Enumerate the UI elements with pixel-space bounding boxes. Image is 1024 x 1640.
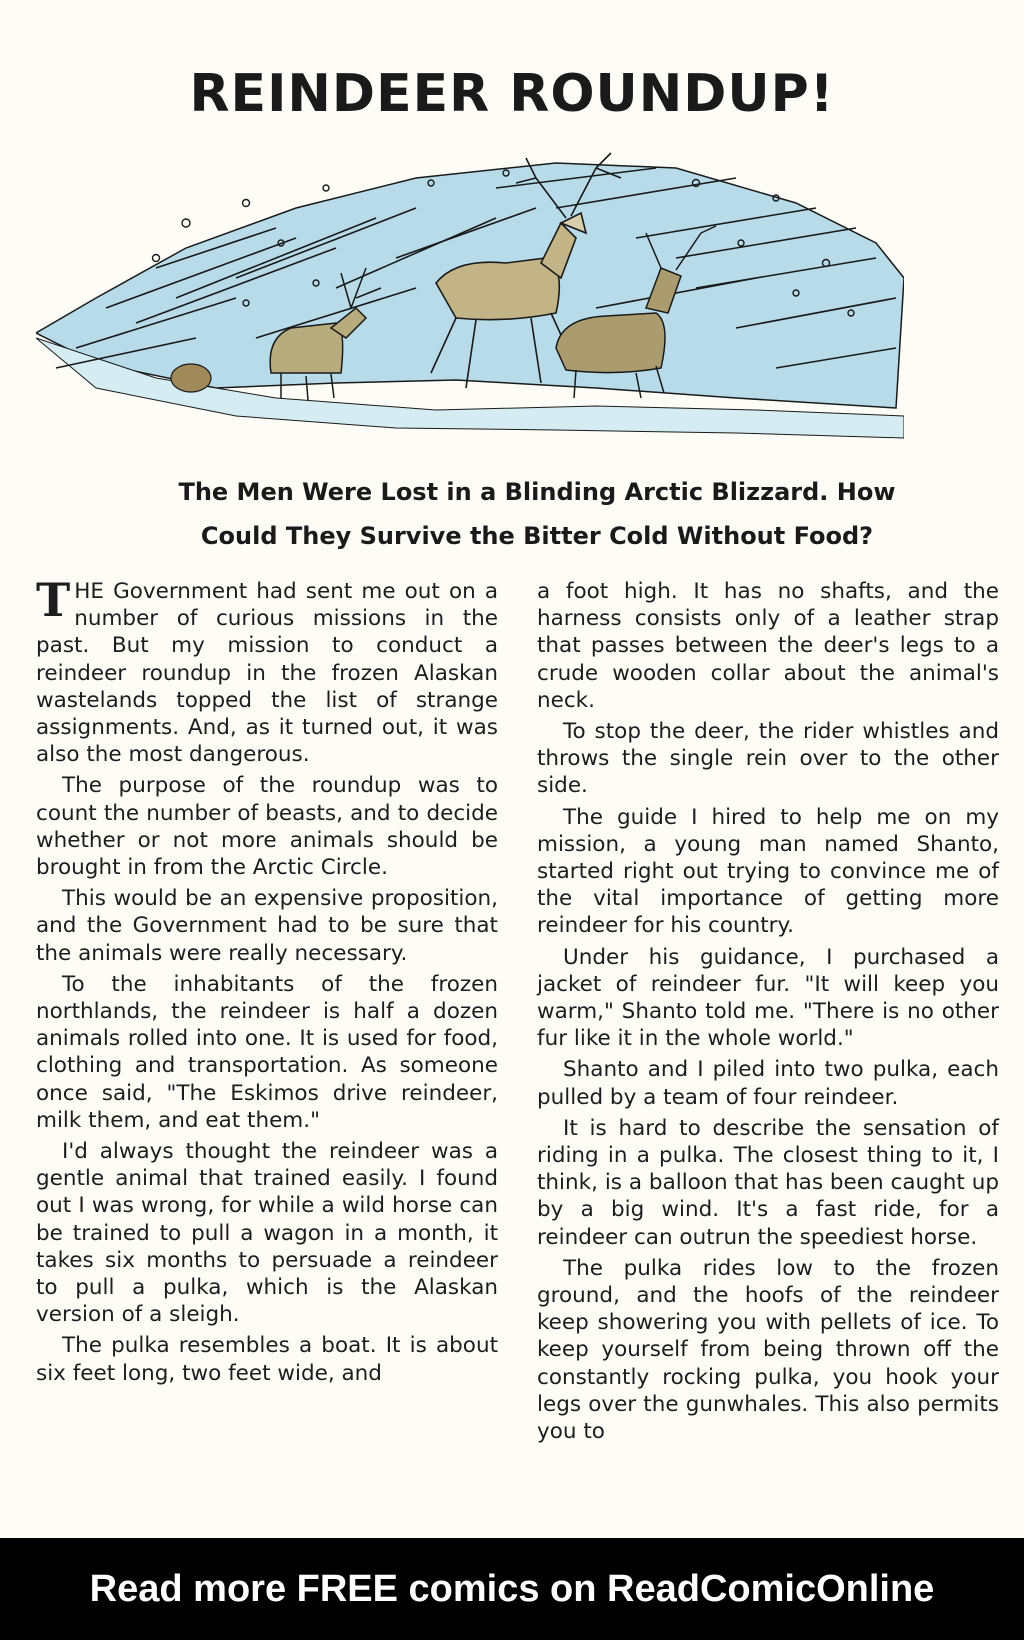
paragraph: Under his guidance, I purchased a jacket of reindeer fur. "It will keep you warm," Shanto told me. "There is no other fur like it in the whole world." — [537, 944, 999, 1052]
article-body — [36, 573, 999, 1498]
snow-mound — [171, 364, 211, 392]
paragraph: To the inhabitants of the frozen northlands, the reindeer is half a dozen animals rolled into one. It is used for food, clothing and transportation. As someone once said, "The Eskimos drive reindeer, milk them, and eat them." — [36, 971, 498, 1133]
article-subheadline — [120, 470, 954, 558]
paragraph: The pulka resembles a boat. It is about six feet long, two feet wide, and — [36, 1333, 498, 1386]
paragraph: I'd always thought the reindeer was a gentle animal that trained easily. I found out I was wrong, for while a wild horse can be trained to pull a wagon in a month, it takes six months to persuade a reindeer to pull a pulka, which is the Alaskan version of a sleigh. — [36, 1139, 498, 1328]
subheadline-line-1: The Men Were Lost in a Blinding Arctic Blizzard. How — [178, 478, 896, 506]
subheadline-line-2: Could They Survive the Bitter Cold Without Food? — [200, 522, 874, 550]
paragraph: THE Government had sent me out on a number of curious missions in the past. But my mission to conduct a reindeer roundup in the frozen Alaskan wastelands topped the list of strange assignments. And, as it turned out, it was also the most dangerous. — [36, 573, 498, 768]
blizzard-reindeer-illustration — [36, 148, 904, 456]
article-column-left — [36, 573, 498, 1391]
paragraph: It is hard to describe the sensation of riding in a pulka. The closest thing to it, I think, is a balloon that has been caught up by a big wind. It's a fast ride, for a reindeer can outrun the speediest horse. — [537, 1115, 999, 1250]
promo-banner[interactable] — [0, 1538, 1024, 1640]
paragraph: The guide I hired to help me on my mission, a young man named Shanto, started right out trying to convince me of the vital importance of getting more reindeer for his country. — [537, 804, 999, 939]
paragraph: This would be an expensive proposition, and the Government had to be sure that the animals were really necessary. — [36, 886, 498, 966]
article-column-right — [537, 578, 999, 1449]
drop-cap: T — [36, 573, 71, 627]
paragraph: Shanto and I piled into two pulka, each pulled by a team of four reindeer. — [537, 1057, 999, 1110]
paragraph: To stop the deer, the rider whistles and throws the single rein over to the other side. — [537, 719, 999, 799]
promo-banner-text[interactable]: Read more FREE comics on ReadComicOnline — [89, 1567, 935, 1610]
paragraph: The purpose of the roundup was to count the number of beasts, and to decide whether or not more animals should be brought in from the Arctic Circle. — [36, 773, 498, 881]
article-title: REINDEER ROUNDUP! — [189, 64, 835, 124]
paragraph: a foot high. It has no shafts, and the harness consists only of a leather strap that passes between the deer's legs to a crude wooden collar about the animal's neck. — [537, 579, 999, 713]
paragraph: The pulka rides low to the frozen ground, and the hoofs of the reindeer keep showering you with pellets of ice. To keep yourself from being thrown off the constantly rocking pulka, you hook your legs over the gunwhales. This also permits you to — [537, 1255, 999, 1445]
